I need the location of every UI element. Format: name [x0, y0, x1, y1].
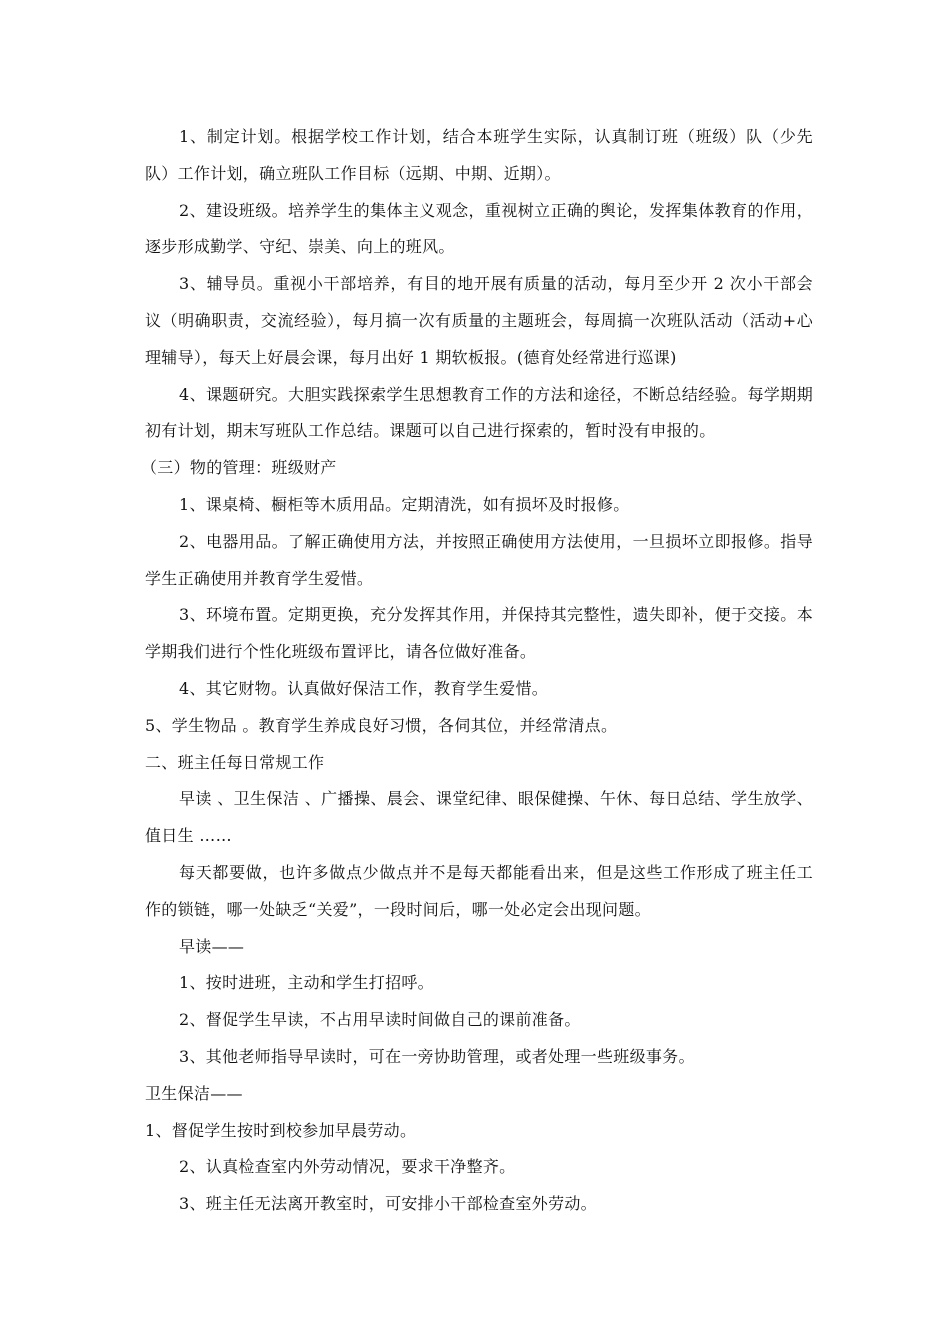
list-item-cleaning-3: 3、班主任无法离开教室时，可安排小干部检查室外劳动。	[179, 1194, 597, 1214]
paragraph-routine-explanation: 每天都要做，也许多做点少做点并不是每天都能看出来，但是这些工作形成了班主任工作的锁链，哪一处缺乏“关爱”，一段时间后，哪一处必定会出现问题。	[145, 862, 813, 919]
subheading-cleaning: 卫生保洁——	[145, 1083, 243, 1103]
paragraph-counselor: 3、辅导员。重视小干部培养，有目的地开展有质量的活动，每月至少开 2 次小干部会议（明确职责，交流经验），每月搞一次有质量的主题班会，每周搞一次班队活动（活动+心理辅导），每天上好晨会课，每月出好 1 期软板报。(德育处经常进行巡课)	[145, 274, 813, 367]
paragraph-plan: 1、制定计划。根据学校工作计划，结合本班学生实际，认真制订班（班级）队（少先队）工作计划，确立班队工作目标（远期、中期、近期）。	[145, 127, 813, 183]
paragraph-electrical: 2、电器用品。了解正确使用方法，并按照正确使用方法使用，一旦损坏立即报修。指导学生正确使用并教育学生爱惜。	[145, 531, 813, 588]
document-body	[141, 119, 813, 1223]
paragraph-environment: 3、环境布置。定期更换，充分发挥其作用，并保持其完整性，遗失即补，便于交接。本学期我们进行个性化班级布置评比，请各位做好准备。	[145, 605, 813, 662]
list-item-morning-3: 3、其他老师指导早读时，可在一旁协助管理，或者处理一些班级事务。	[179, 1046, 695, 1066]
paragraph-class-building: 2、建设班级。培养学生的集体主义观念，重视树立正确的舆论，发挥集体教育的作用，逐步形成勤学、守纪、崇美、向上的班风。	[145, 200, 813, 257]
paragraph-routine-list: 早读 、卫生保洁 、广播操、晨会、课堂纪律、眼保健操、午休、每日总结、学生放学、值日生 ……	[145, 789, 813, 846]
subheading-morning-reading: 早读——	[179, 936, 245, 956]
paragraph-research: 4、课题研究。大胆实践探索学生思想教育工作的方法和途径，不断总结经验。每学期期初有计划，期末写班队工作总结。课题可以自己进行探索的，暂时没有申报的。	[145, 384, 813, 441]
paragraph-other-property: 4、其它财物。认真做好保洁工作，教育学生爱惜。	[179, 678, 549, 698]
list-item-cleaning-2: 2、认真检查室内外劳动情况，要求干净整齐。	[179, 1157, 516, 1177]
list-item-morning-2: 2、督促学生早读，不占用早读时间做自己的课前准备。	[179, 1010, 581, 1030]
section-heading-property: （三）物的管理：班级财产	[141, 458, 337, 478]
list-item-cleaning-1: 1、督促学生按时到校参加早晨劳动。	[145, 1120, 417, 1140]
paragraph-student-items: 5、学生物品 。教育学生养成良好习惯，各伺其位，并经常清点。	[145, 715, 618, 735]
list-item-morning-1: 1、按时进班，主动和学生打招呼。	[179, 973, 434, 993]
section-heading-daily-routine: 二、班主任每日常规工作	[145, 752, 325, 772]
paragraph-furniture: 1、课桌椅、橱柜等木质用品。定期清洗，如有损坏及时报修。	[179, 494, 630, 514]
